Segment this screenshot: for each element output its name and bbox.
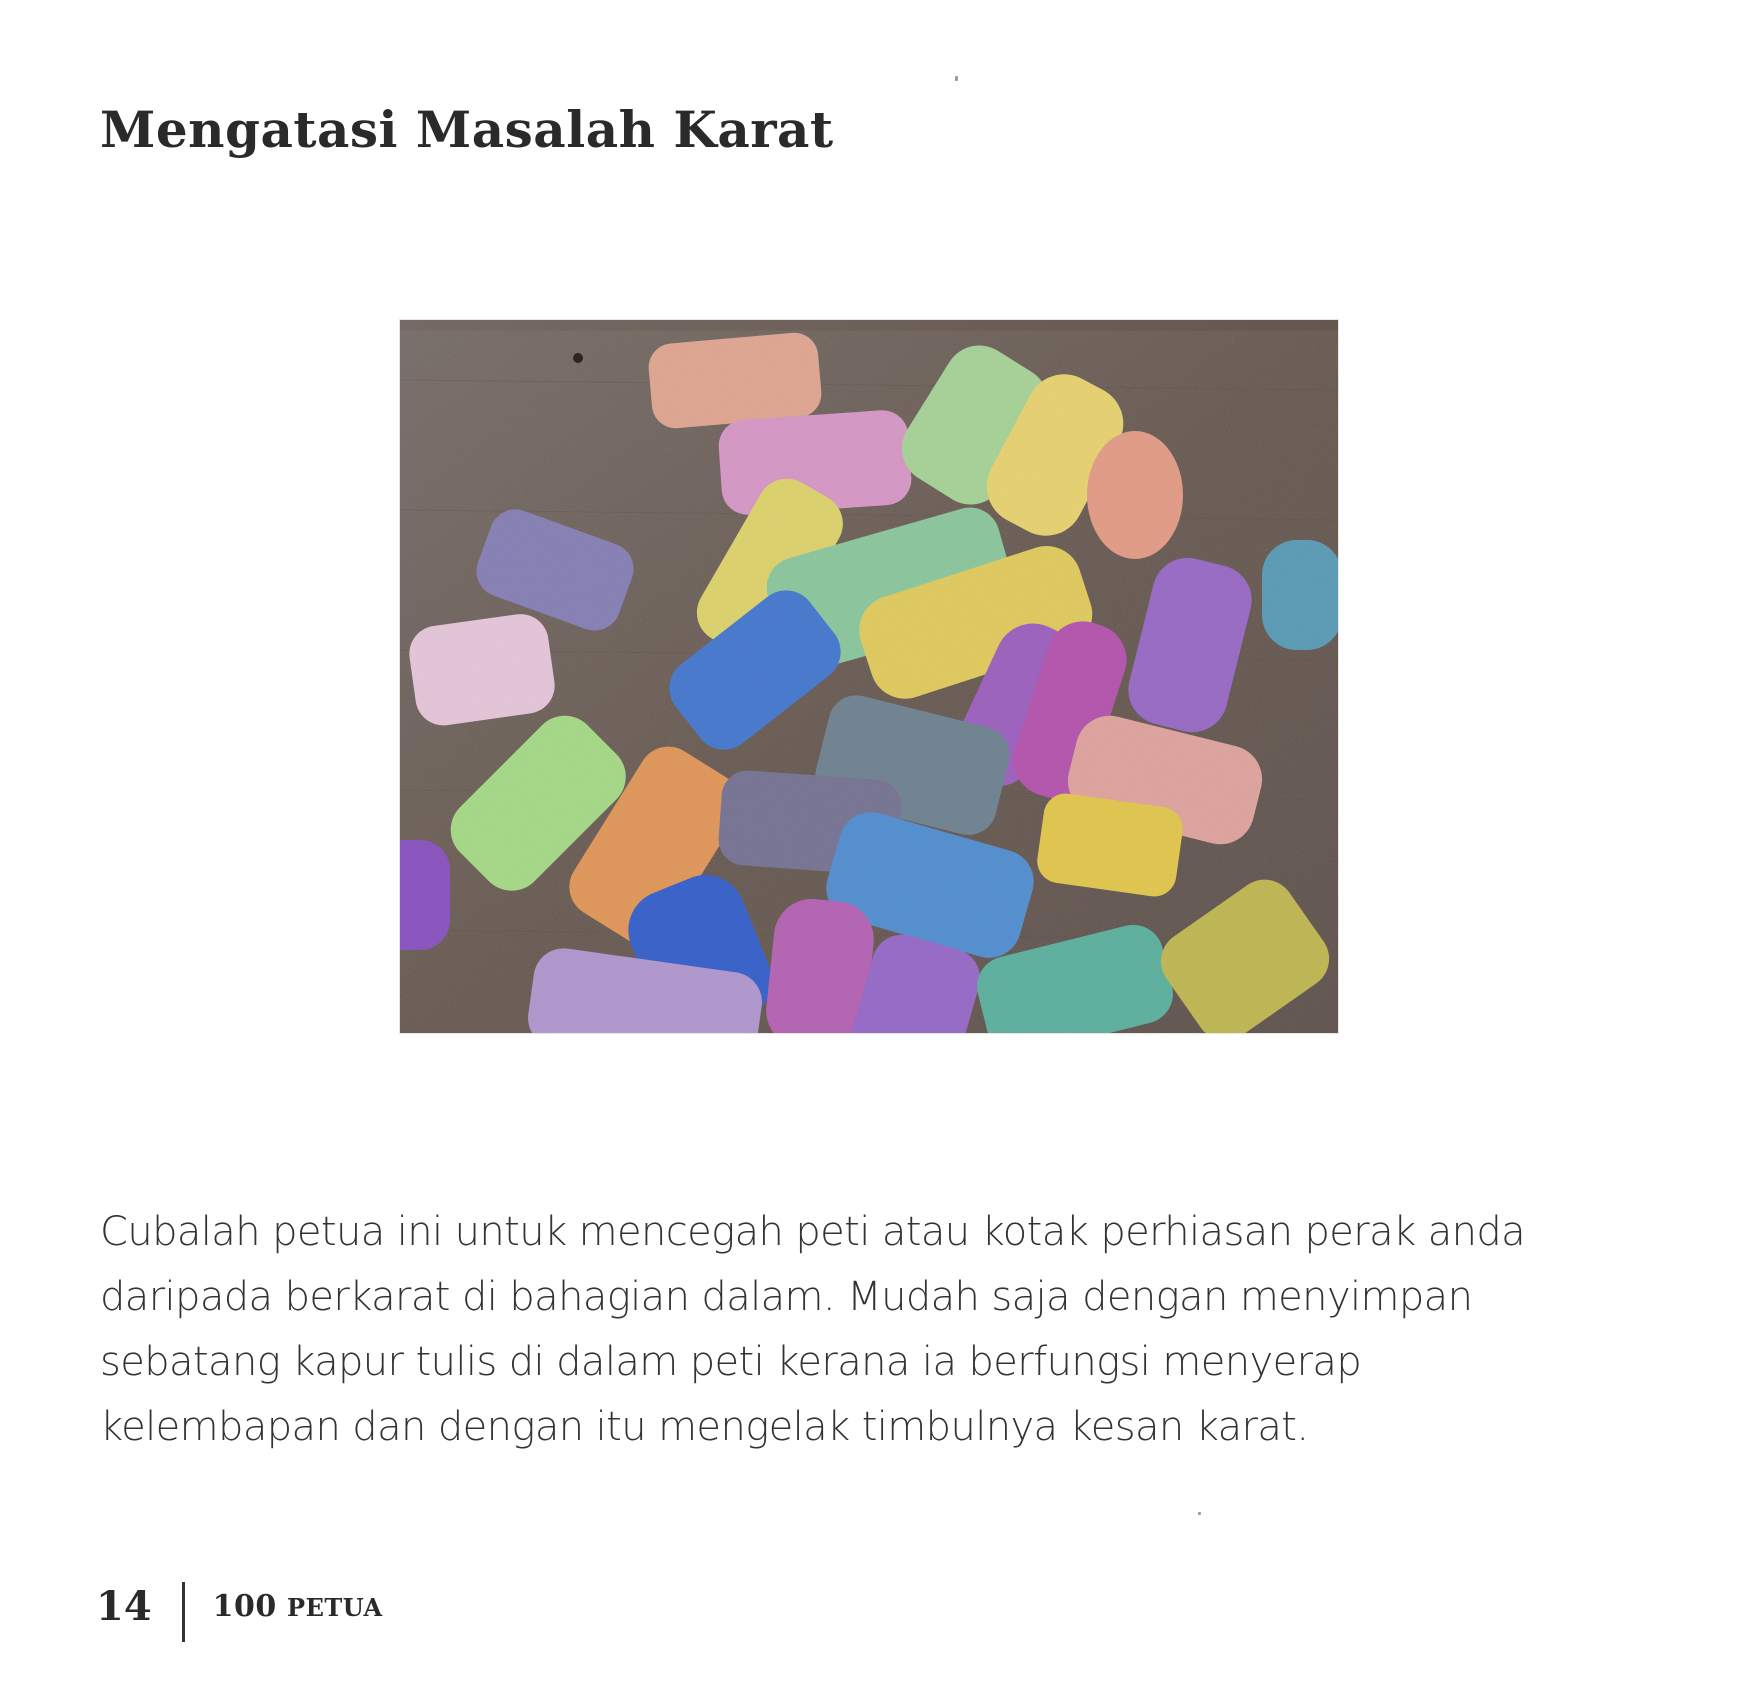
body-paragraph [100,1200,1526,1460]
page-title: Mengatasi Masalah Karat [100,100,834,159]
book-title-number: 100 [212,1588,277,1624]
book-title [213,1589,383,1624]
footer-divider [182,1582,185,1642]
body-line: daripada berkarat di bahagian dalam. Mudah saja dengan menyimpan [100,1274,1473,1320]
chalk-photo [400,320,1338,1033]
body-line: sebatang kapur tulis di dalam peti kerana ia berfungsi menyerap [100,1339,1362,1385]
page-number: 14 [96,1582,152,1630]
scan-speck [955,76,958,81]
book-title-word: PETUA [287,1592,383,1622]
body-line: kelembapan dan dengan itu mengelak timbulnya kesan karat. [100,1404,1309,1450]
chalk-illustration [400,320,1338,1033]
page-footer [96,1576,383,1636]
scan-speck [1198,1512,1201,1515]
body-line: Cubalah petua ini untuk mencegah peti atau kotak perhiasan perak anda [100,1209,1526,1255]
